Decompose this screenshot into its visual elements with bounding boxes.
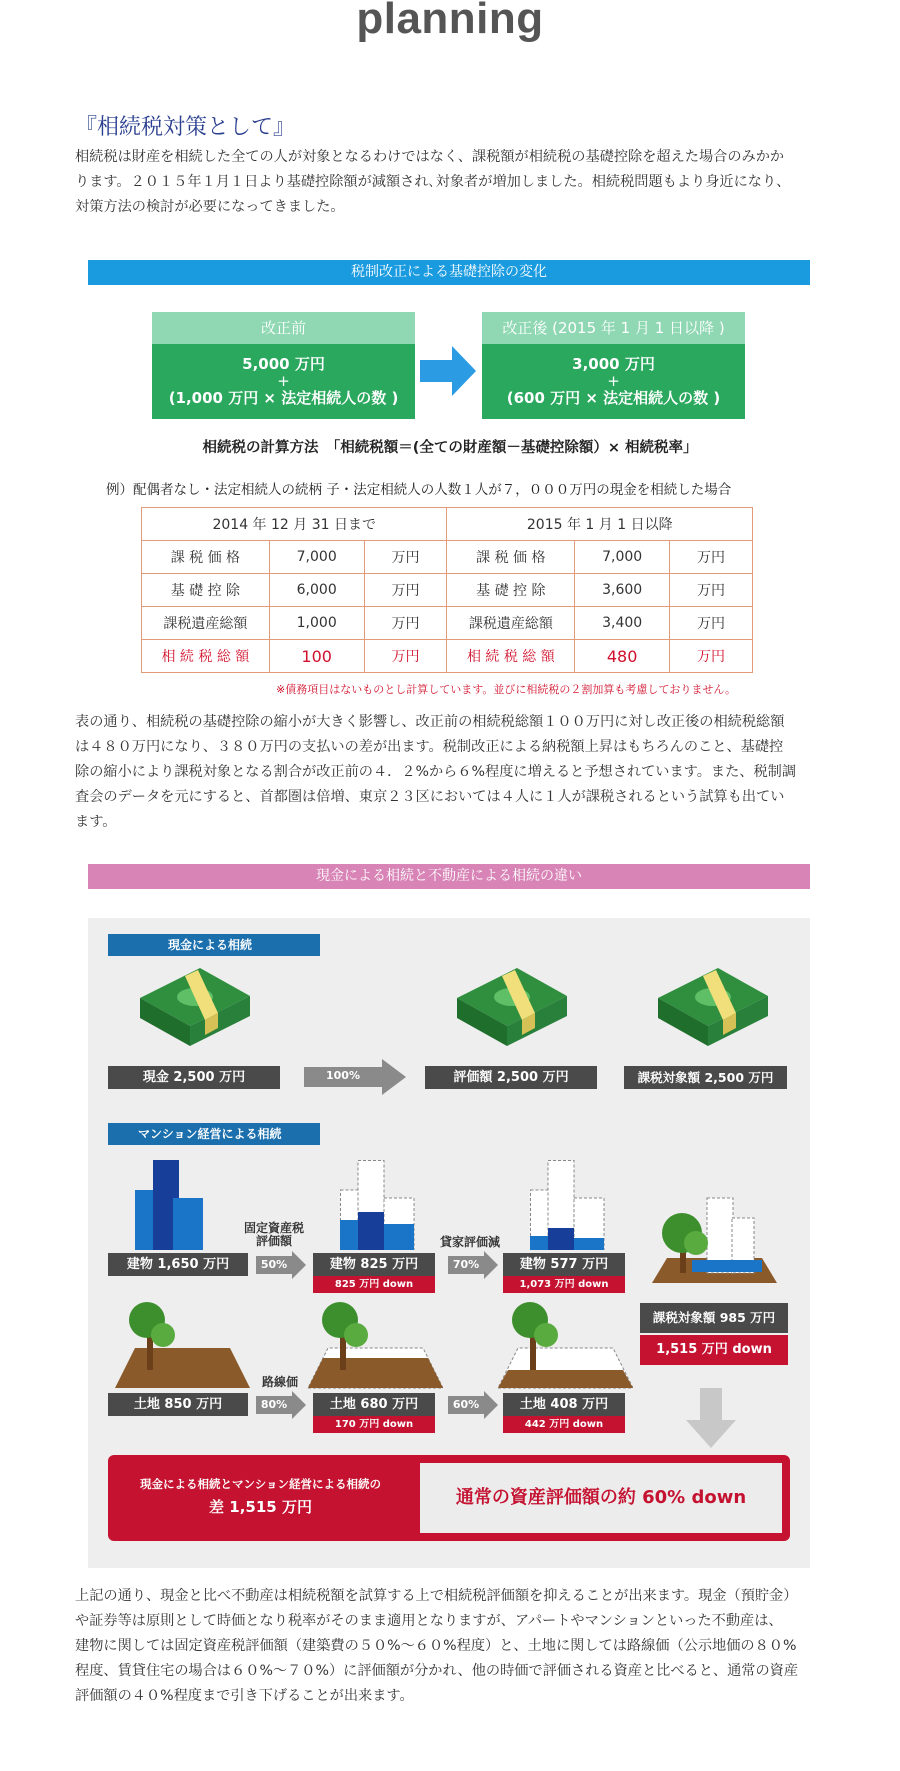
analysis-line: 除の縮小により課税対象となる割合が改正前の４．２%から６%程度に増えると予想されています。また、税制調 — [75, 764, 797, 780]
taxable-985-label: 課税対象額 985 万円 — [640, 1303, 788, 1333]
down-arrow-icon — [686, 1388, 736, 1448]
table-row — [142, 574, 753, 607]
intro-line: 相続税は財産を相続した全ての人が対象となるわけではなく、課税額が相続税の基礎控除を超えた場合のみかか — [75, 149, 785, 165]
row-left-value: 7,000 — [269, 541, 364, 574]
after-header: 改正後 (2015 年 1 月 1 日以降 ) — [482, 312, 745, 344]
summary-left-line2: 差 1,515 万円 — [209, 1498, 312, 1516]
summary-banner — [108, 1455, 790, 1541]
section-heading: 『相続税対策として』 — [75, 115, 296, 140]
row-right-value: 480 — [575, 640, 670, 673]
land-tree-icon — [115, 1300, 250, 1390]
row-unit: 万円 — [364, 574, 447, 607]
eval-label: 評価額 2,500 万円 — [425, 1066, 597, 1089]
taxable-2500-label: 課税対象額 2,500 万円 — [624, 1066, 787, 1089]
land-850-label: 土地 850 万円 — [108, 1393, 248, 1416]
before-box — [152, 312, 415, 419]
pct-70-label: 70% — [452, 1258, 480, 1271]
before-line1: 5,000 万円 — [242, 355, 325, 373]
deduction-change-bar: 税制改正による基礎控除の変化 — [88, 260, 810, 285]
row-right-value: 3,600 — [575, 574, 670, 607]
land-408-down: 442 万円 down — [503, 1416, 625, 1433]
road-price-label: 路線価 — [261, 1375, 298, 1389]
comparison-table — [141, 507, 753, 673]
page-title: planning — [356, 0, 544, 43]
money-stack-icon — [447, 968, 572, 1048]
taxable-985-down: 1,515 万円 down — [640, 1335, 788, 1365]
pct-80-label: 80% — [260, 1398, 288, 1411]
fixed-tax-label: 固定資産税 評価額 — [243, 1221, 304, 1248]
tree-building-icon — [652, 1188, 777, 1288]
analysis-line: ます。 — [75, 814, 117, 830]
table-header-row — [142, 508, 753, 541]
land-tree-icon — [308, 1300, 443, 1390]
building-half-icon — [340, 1160, 435, 1250]
row-label: 課 税 価 格 — [142, 541, 270, 574]
pct-60-label: 60% — [452, 1398, 480, 1411]
row-unit: 万円 — [670, 574, 753, 607]
after-line1: 3,000 万円 — [572, 355, 655, 373]
table-row — [142, 541, 753, 574]
rental-reduction-label: 貸家評価減 — [439, 1235, 500, 1249]
table-note: ※債務項目はないものとし計算しています。並びに相続税の２割加算も考慮しておりません。 — [276, 683, 736, 696]
row-unit: 万円 — [670, 541, 753, 574]
building-small-icon — [530, 1160, 625, 1250]
intro-paragraph — [75, 145, 835, 220]
pct-50-arrow — [256, 1251, 306, 1279]
analysis-line: 表の通り、相続税の基礎控除の縮小が大きく影響し、改正前の相続税総額１００万円に対し改正後の相続税総額 — [75, 714, 785, 730]
mansion-inheritance-tag: マンション経営による相続 — [108, 1123, 320, 1145]
row-unit: 万円 — [364, 607, 447, 640]
table-row — [142, 607, 753, 640]
row-label: 課税遺産総額 — [447, 607, 575, 640]
after-box — [482, 312, 745, 419]
building-577-down: 1,073 万円 down — [503, 1276, 625, 1293]
row-label: 課税遺産総額 — [142, 607, 270, 640]
row-left-value: 100 — [269, 640, 364, 673]
after-line2: (600 万円 × 法定相続人の数 ) — [506, 389, 721, 407]
conclusion-paragraph — [75, 1584, 835, 1709]
conclusion-line: 上記の通り、現金と比べ不動産は相続税額を試算する上で相続税評価額を抑えることが出来ます。現金（預貯金） — [75, 1588, 798, 1604]
table-row-total — [142, 640, 753, 673]
after-plus: + — [607, 372, 620, 390]
before-line2: (1,000 万円 × 法定相続人の数 ) — [168, 389, 399, 407]
conclusion-line: 建物に関しては固定資産税評価額（建築費の５０%〜６０%程度）と、土地に関しては路線価（公示地価の８０% — [75, 1638, 797, 1654]
before-header: 改正前 — [152, 312, 415, 344]
cash-inheritance-tag: 現金による相続 — [108, 934, 320, 956]
building-825-down: 825 万円 down — [313, 1276, 435, 1293]
pct-100-arrow — [304, 1059, 406, 1095]
row-label: 相 続 税 総 額 — [142, 640, 270, 673]
land-680-label: 土地 680 万円 — [313, 1393, 435, 1416]
row-unit: 万円 — [670, 640, 753, 673]
table-left-header: 2014 年 12 月 31 日まで — [142, 508, 447, 541]
example-text: 例）配偶者なし・法定相続人の続柄 子・法定相続人の人数１人が７，０００万円の現金を相続した場合 — [106, 482, 732, 498]
summary-left-line1: 現金による相続とマンション経営による相続の — [140, 1477, 381, 1491]
cash-vs-realestate-bar: 現金による相続と不動産による相続の違い — [88, 864, 810, 889]
pct-100-label: 100% — [326, 1069, 360, 1082]
land-tree-icon — [498, 1300, 633, 1390]
before-body — [152, 344, 415, 419]
building-825-label: 建物 825 万円 — [313, 1253, 435, 1276]
pct-50-label: 50% — [260, 1258, 288, 1271]
building-icon — [135, 1160, 210, 1250]
analysis-line: 査会のデータを元にすると、首都圏は倍増、東京２３区においては４人に１人が課税されるという試算も出てい — [75, 789, 785, 805]
row-left-value: 6,000 — [269, 574, 364, 607]
analysis-paragraph — [75, 710, 835, 835]
row-left-value: 1,000 — [269, 607, 364, 640]
land-408-label: 土地 408 万円 — [503, 1393, 625, 1416]
row-label: 相 続 税 総 額 — [447, 640, 575, 673]
land-680-down: 170 万円 down — [313, 1416, 435, 1433]
pct-80-arrow — [256, 1391, 306, 1419]
row-right-value: 7,000 — [575, 541, 670, 574]
pct-60-arrow — [448, 1391, 498, 1419]
row-unit: 万円 — [364, 541, 447, 574]
conclusion-line: 程度、賃貸住宅の場合は６０%〜７０%）に評価額が分かれ、他の時価で評価される資産と比べると、通常の資産 — [75, 1663, 799, 1679]
row-label: 基 礎 控 除 — [447, 574, 575, 607]
table-right-header: 2015 年 1 月 1 日以降 — [447, 508, 753, 541]
conclusion-line: 評価額の４０%程度まで引き下げることが出来ます。 — [75, 1688, 414, 1704]
row-right-value: 3,400 — [575, 607, 670, 640]
row-label: 課 税 価 格 — [447, 541, 575, 574]
right-arrow-icon — [420, 346, 478, 396]
conclusion-line: や証券等は原則として時価となり税率がそのまま適用となりますが、アパートやマンションといった不動産は、 — [75, 1613, 783, 1629]
analysis-line: は４８０万円になり、３８０万円の支払いの差が出ます。税制改正による納税額上昇はもちろんのこと、基礎控 — [75, 739, 784, 755]
row-label: 基 礎 控 除 — [142, 574, 270, 607]
after-body — [482, 344, 745, 419]
money-stack-icon — [130, 968, 255, 1048]
building-1650-label: 建物 1,650 万円 — [108, 1253, 248, 1276]
cash-label: 現金 2,500 万円 — [108, 1066, 280, 1089]
row-unit: 万円 — [670, 607, 753, 640]
formula-text: 相続税の計算方法 「相続税額＝(全ての財産額－基礎控除額）× 相続税率」 — [202, 440, 698, 456]
summary-right: 通常の資産評価額の約 60% down — [420, 1463, 782, 1533]
building-577-label: 建物 577 万円 — [503, 1253, 625, 1276]
intro-line: 対策方法の検討が必要になってきました。 — [75, 199, 345, 215]
pct-70-arrow — [448, 1251, 498, 1279]
money-stack-icon — [648, 968, 773, 1048]
before-plus: + — [277, 372, 290, 390]
intro-line: ります。２０１５年１月１日より基礎控除額が減額され､対象者が増加しました。相続税問題もより身近になり、 — [75, 174, 791, 190]
row-unit: 万円 — [364, 640, 447, 673]
